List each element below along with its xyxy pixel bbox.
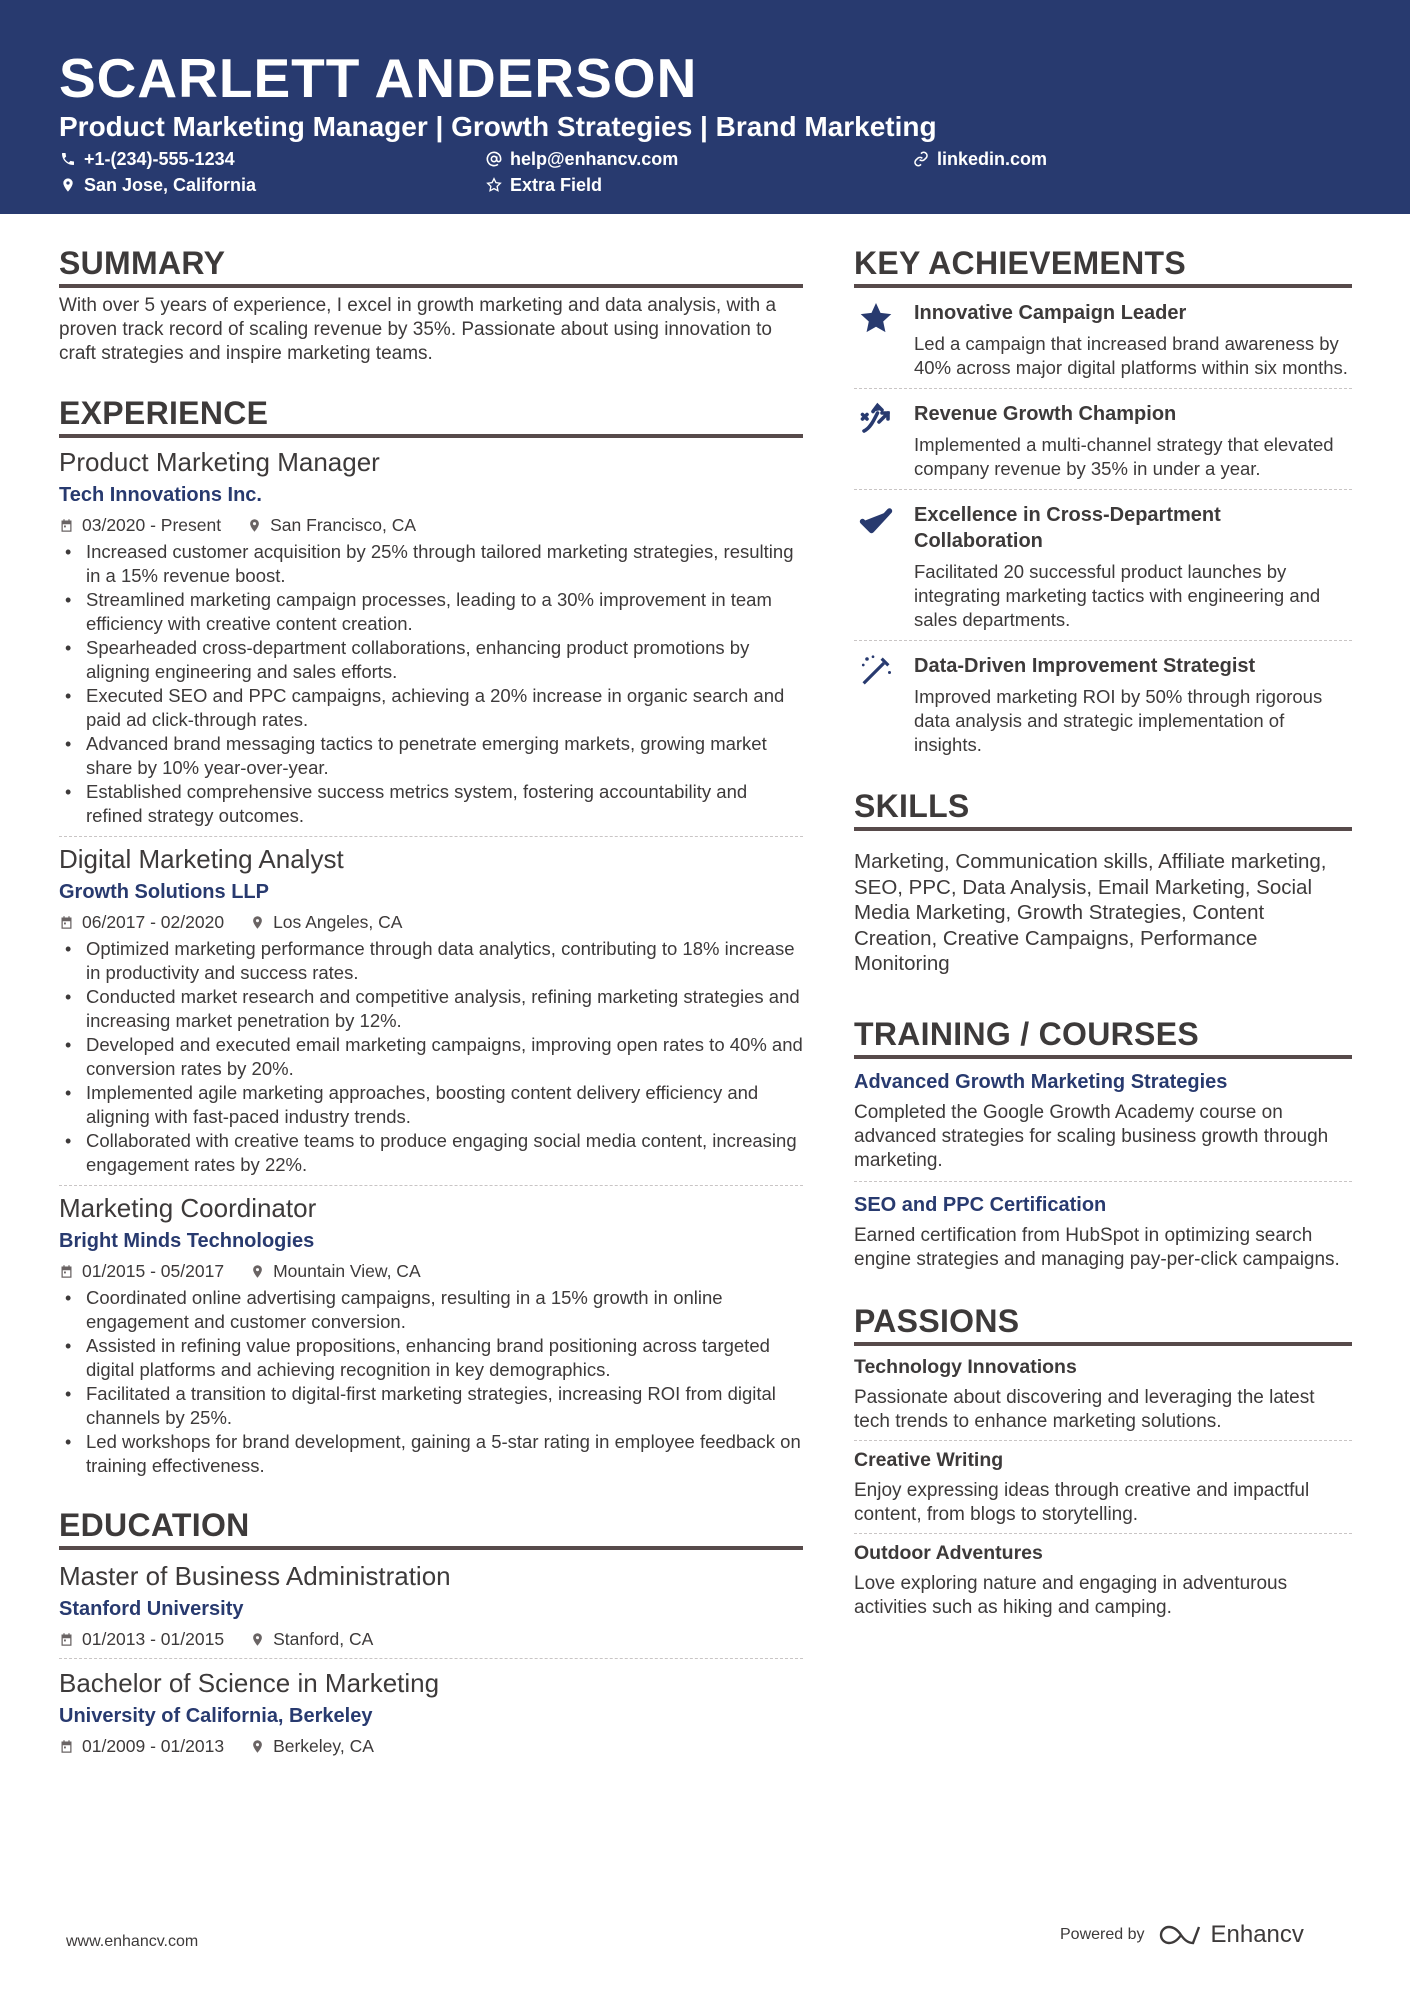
bullet-item: • Advanced brand messaging tactics to penetrate emerging markets, growing market share by 10% year-over-year. [59,732,803,780]
linkedin-text: linkedin.com [937,149,1048,169]
calendar-icon [59,1739,74,1754]
achievement-title: Data-Driven Improvement Strategist [914,655,1256,677]
experience-item [59,843,803,1177]
job-bullets [59,1286,803,1478]
bullet-item: • Increased customer acquisition by 25% through tailored marketing strategies, resulting in a 15% revenue boost. [59,540,803,588]
experience-item [59,446,803,828]
calendar-icon [59,518,74,533]
education-dates: 01/2013 - 01/2015 [82,1629,225,1649]
calendar-icon [59,1264,74,1279]
divider [854,1440,1352,1441]
job-location: Los Angeles, CA [273,912,403,932]
bullet-item: • Implemented agile marketing approaches, boosting content delivery efficiency and aligning with fast-paced industry trends. [59,1081,803,1129]
job-meta [59,1260,803,1282]
achievement-desc: Led a campaign that increased brand awareness by 40% across major digital platforms within six months. [914,333,1348,378]
job-location: Mountain View, CA [273,1261,421,1281]
passion-item [854,1540,1352,1620]
footer-powered [1060,1921,1304,1949]
bullet-item: • Established comprehensive success metrics system, fostering accountability and refined strategy outcomes. [59,780,803,828]
job-bullets [59,937,803,1177]
course-title: SEO and PPC Certification [854,1193,1107,1216]
candidate-title: Product Marketing Manager | Growth Strategies | Brand Marketing [59,111,937,142]
summary-text: With over 5 years of experience, I excel in growth marketing and data analysis, with a proven track record of scaling revenue by 35%. Passionate about using innovation to craft strategies and inspire marketing teams. [59,295,777,364]
education-item [59,1560,803,1650]
experience-item [59,1192,803,1478]
brand-name: Enhancv [1210,1921,1304,1948]
job-role: Marketing Coordinator [59,1193,317,1223]
achievement-title: Innovative Campaign Leader [914,302,1187,324]
job-company: Bright Minds Technologies [59,1230,315,1252]
calendar-icon [59,915,74,930]
job-company: Growth Solutions LLP [59,881,269,903]
achievement-desc: Improved marketing ROI by 50% through rigorous data analysis and strategic implementation of insights. [914,686,1323,755]
resume-header [0,0,1410,214]
location-text: San Jose, California [84,175,257,195]
passion-item [854,1447,1352,1527]
education-meta [59,1735,803,1757]
contact-phone[interactable] [60,148,235,170]
email-text: help@enhancv.com [510,149,679,169]
job-role: Product Marketing Manager [59,447,380,477]
left-column [59,244,803,1757]
bullet-item: • Facilitated a transition to digital-first marketing strategies, increasing ROI from digital channels by 25%. [59,1382,803,1430]
achievement-item [854,490,1352,640]
bullet-item: • Led workshops for brand development, gaining a 5-star rating in employee feedback on training effectiveness. [59,1430,803,1478]
divider [59,1185,803,1186]
education-location: Stanford, CA [273,1629,374,1649]
divider [59,1658,803,1659]
map-pin-icon [250,1632,265,1647]
experience-heading: EXPERIENCE [59,394,803,438]
passion-desc: Love exploring nature and engaging in adventurous activities such as hiking and camping. [854,1572,1288,1618]
education-heading: EDUCATION [59,1506,803,1550]
bullet-item: • Spearheaded cross-department collaborations, enhancing product promotions by aligning engineering and sales efforts. [59,636,803,684]
passions-heading: PASSIONS [854,1302,1352,1346]
contact-linkedin[interactable] [913,148,1047,170]
contact-location [60,174,256,196]
map-pin-icon [250,1264,265,1279]
powered-by-text: Powered by [1060,1926,1145,1943]
job-location: San Francisco, CA [270,515,417,535]
bullet-item: • Conducted market research and competitive analysis, refining marketing strategies and increasing market penetration by 12%. [59,985,803,1033]
bullet-item: • Developed and executed email marketing campaigns, improving open rates to 40% and conversion rates by 20%. [59,1033,803,1081]
passion-title: Outdoor Adventures [854,1541,1043,1564]
achievement-desc: Implemented a multi-channel strategy that elevated company revenue by 35% in under a year. [914,434,1334,479]
job-meta [59,514,803,536]
right-column [854,244,1352,1620]
job-dates: 01/2015 - 05/2017 [82,1261,225,1281]
skills-text: Marketing, Communication skills, Affiliate marketing, SEO, PPC, Data Analysis, Email Marketing, Social Media Marketing, Growth Strategies, Content Creation, Creative Campaigns, Performance Monitoring [854,850,1327,975]
divider [854,1181,1352,1182]
job-bullets [59,540,803,828]
passion-desc: Enjoy expressing ideas through creative and impactful content, from blogs to storytelling. [854,1479,1310,1525]
bullet-item: • Coordinated online advertising campaigns, resulting in a 15% growth in online engagement and customer conversion. [59,1286,803,1334]
achievement-item [854,641,1352,765]
at-sign-icon [486,151,502,167]
bullet-item: • Optimized marketing performance through data analytics, contributing to 18% increase in productivity and success rates. [59,937,803,985]
job-company: Tech Innovations Inc. [59,484,262,506]
growth-arrows-icon [858,401,894,437]
link-icon [913,151,929,167]
degree: Master of Business Administration [59,1561,451,1591]
checkmark-icon [858,502,894,538]
enhancv-logo-icon [1159,1923,1203,1947]
footer-website[interactable]: www.enhancv.com [66,1933,199,1950]
passion-desc: Passionate about discovering and leveraging the latest tech trends to enhance marketing solutions. [854,1386,1315,1432]
job-role: Digital Marketing Analyst [59,844,344,874]
map-pin-icon [250,915,265,930]
magic-wand-icon [858,653,894,689]
degree: Bachelor of Science in Marketing [59,1668,440,1698]
achievement-title: Excellence in Cross-Department Collaboration [914,504,1221,552]
job-dates: 03/2020 - Present [82,515,222,535]
passion-title: Technology Innovations [854,1355,1077,1378]
star-outline-icon [486,177,502,193]
course-desc: Earned certification from HubSpot in optimizing search engine strategies and managing pay-per-click campaigns. [854,1224,1340,1270]
calendar-icon [59,1632,74,1647]
education-item [59,1667,803,1757]
divider [59,836,803,837]
school: University of California, Berkeley [59,1705,373,1727]
bullet-item: • Assisted in refining value propositions, enhancing brand positioning across targeted digital platforms and achieving recognition in key demographics. [59,1334,803,1382]
brand-logo[interactable] [1159,1921,1304,1949]
phone-text: +1-(234)-555-1234 [84,149,235,169]
map-pin-icon [247,518,262,533]
course-item [854,1069,1352,1173]
phone-icon [60,151,76,167]
job-dates: 06/2017 - 02/2020 [82,912,225,932]
passion-title: Creative Writing [854,1448,1004,1471]
passion-item [854,1354,1352,1434]
achievements-heading: KEY ACHIEVEMENTS [854,244,1352,288]
extra-text: Extra Field [510,175,603,195]
map-pin-icon [250,1739,265,1754]
education-meta [59,1628,803,1650]
candidate-name: SCARLETT ANDERSON [59,47,698,109]
education-location: Berkeley, CA [273,1736,374,1756]
bullet-item: • Streamlined marketing campaign processes, leading to a 30% improvement in team efficiency with creative content creation. [59,588,803,636]
contact-email[interactable] [486,148,678,170]
job-meta [59,911,803,933]
bullet-item: • Collaborated with creative teams to produce engaging social media content, increasing engagement rates by 22%. [59,1129,803,1177]
course-desc: Completed the Google Growth Academy course on advanced strategies for scaling business growth through marketing. [854,1101,1329,1171]
map-pin-icon [60,177,76,193]
school: Stanford University [59,1598,244,1620]
divider [854,1533,1352,1534]
achievement-item [854,389,1352,489]
achievement-item [854,288,1352,388]
achievement-desc: Facilitated 20 successful product launches by integrating marketing tactics with engineering and sales departments. [914,561,1321,630]
contact-extra [486,174,602,196]
course-item [854,1192,1352,1272]
star-icon [858,300,894,336]
summary-heading: SUMMARY [59,244,803,288]
skills-heading: SKILLS [854,787,1352,831]
course-title: Advanced Growth Marketing Strategies [854,1070,1228,1093]
achievement-title: Revenue Growth Champion [914,403,1177,425]
training-heading: TRAINING / COURSES [854,1015,1352,1059]
bullet-item: • Executed SEO and PPC campaigns, achieving a 20% increase in organic search and paid ad click-through rates. [59,684,803,732]
education-dates: 01/2009 - 01/2013 [82,1736,225,1756]
